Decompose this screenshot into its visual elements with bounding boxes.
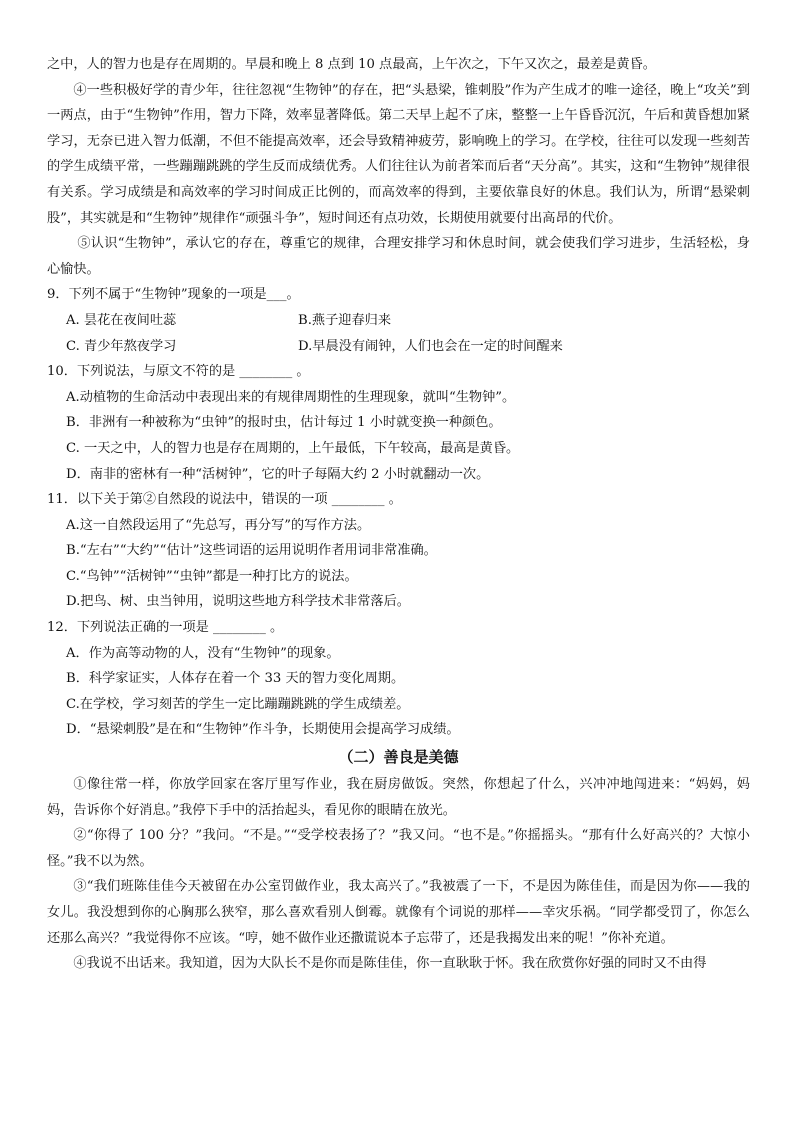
question-12-stem: 12．下列说法正确的一项是 ________ 。 <box>47 620 284 636</box>
question-9-options <box>47 308 750 359</box>
question-11 <box>47 487 750 615</box>
question-10-option-a: A.动植物的生命活动中表现出来的有规律周期性的生理现象，就叫“生物钟”。 <box>66 389 516 405</box>
question-12-option-c: C.在学校，学习刻苦的学生一定比蹦蹦跳跳的学生成绩差。 <box>66 696 410 712</box>
question-12-option-a: A．作为高等动物的人，没有“生物钟”的现象。 <box>66 645 340 661</box>
question-9-option-b: B.燕子迎春归来 <box>298 312 392 328</box>
question-10-option-b: B．非洲有一种被称为“虫钟”的报时虫，估计每过 1 小时就变换一种颜色。 <box>66 415 502 431</box>
question-9-option-a: A. 昙花在夜间吐蕊 <box>66 312 177 328</box>
question-10 <box>47 359 750 487</box>
question-9-option-d: D.早晨没有闹钟，人们也会在一定的时间醒来 <box>298 338 563 354</box>
question-10-option-d: D．南非的密林有一种“活树钟”，它的叶子每隔大约 2 小时就翻动一次。 <box>66 466 490 482</box>
question-9 <box>47 282 750 359</box>
question-11-option-c: C.“鸟钟”“活树钟”“虫钟”都是一种打比方的说法。 <box>66 568 358 584</box>
question-11-option-d: D.把鸟、树、虫当钟用，说明这些地方科学技术非常落后。 <box>66 594 410 610</box>
question-12-option-b: B．科学家证实，人体存在着一个 33 天的智力变化周期。 <box>66 671 405 687</box>
passage-two-paragraph-3: ③“我们班陈佳佳今天被留在办公室罚做作业，我太高兴了。”我被震了一下，不是因为陈佳佳，而是因为你——我的女儿。我没想到你的心胸那么狭窄，那么喜欢看别人倒霉。就像有个词说的那样——幸灾乐祸。“同学都受罚了，你怎么还那么高兴？”我觉得你不应该。“哼，她不做作业还撒谎说本子忘带了，还是我揭发出来的呢！”你补充道。 <box>47 879 750 946</box>
passage-two-paragraph-4: ④我说不出话来。我知道，因为大队长不是你而是陈佳佳，你一直耿耿于怀。我在欣赏你好强的同时又不由得 <box>73 956 707 972</box>
passage-one-continued-line: 之中，人的智力也是存在周期的。早晨和晚上 8 点到 10 点最高，上午次之，下午又次之，最差是黄昏。 <box>47 57 656 72</box>
question-11-option-a: A.这一自然段运用了“先总写，再分写”的写作方法。 <box>66 517 371 533</box>
question-9-stem: 9．下列不属于“生物钟”现象的一项是___。 <box>47 287 300 303</box>
question-10-option-c: C. 一天之中，人的智力也是存在周期的，上午最低，下午较高，最高是黄昏。 <box>66 440 520 456</box>
passage-one <box>47 52 750 282</box>
question-10-stem: 10．下列说法，与原文不符的是 ________ 。 <box>47 364 310 380</box>
passage-one-paragraph-5: ⑤认识“生物钟”，承认它的存在，尊重它的规律，合理安排学习和休息时间，就会使我们学习进步，生活轻松，身心愉快。 <box>47 236 750 277</box>
passage-two-paragraph-2: ②“你得了 100 分？”我问。“不是。”“受学校表扬了？”我又问。“也不是。”你摇摇头。“那有什么好高兴的？大惊小怪。”我不以为然。 <box>47 828 750 869</box>
question-12 <box>47 615 750 743</box>
passage-two-paragraph-1: ①像往常一样，你放学回家在客厅里写作业，我在厨房做饭。突然，你想起了什么，兴冲冲地闯进来：“妈妈，妈妈，告诉你个好消息。”我停下手中的活抬起头，看见你的眼睛在放光。 <box>47 777 750 818</box>
passage-two-title: （二）善良是美德 <box>338 748 459 767</box>
question-9-option-c: C. 青少年熬夜学习 <box>66 338 177 354</box>
passage-two <box>47 744 750 977</box>
question-11-stem: 11．以下关于第②自然段的说法中，错误的一项 ________ 。 <box>47 492 402 508</box>
question-12-option-d: D．“悬梁刺股”是在和“生物钟”作斗争，长期使用会提高学习成绩。 <box>66 722 460 738</box>
passage-one-paragraph-4: ④一些积极好学的青少年，往往忽视“生物钟”的存在，把“头悬梁，锥刺股”作为产生成才的唯一途径，晚上“攻关”到一两点，由于“生物钟”作用，智力下降，效率显著降低。第二天早上起不了床，整整一上午昏昏沉沉，午后和黄昏想加紧学习，无奈已进入智力低潮，不但不能提高效率，还会导致精神疲劳，影响晚上的学习。在学校，往往可以发现一些刻苦的学生成绩平常，一些蹦蹦跳跳的学生反而成绩优秀。人们往往认为前者笨而后者“天分高”。其实，这和“生物钟”规律很有关系。学习成绩是和高效率的学习时间成正比例的，而高效率的得到，主要依靠良好的休息。我们认为，所谓“悬梁刺股”，其实就是和“生物钟”规律作“顽强斗争”，短时间还有点功效，长期使用就要付出高昂的代价。 <box>47 82 750 226</box>
question-11-option-b: B.“左右”“大约”“估计”这些词语的运用说明作者用词非常准确。 <box>66 543 437 559</box>
